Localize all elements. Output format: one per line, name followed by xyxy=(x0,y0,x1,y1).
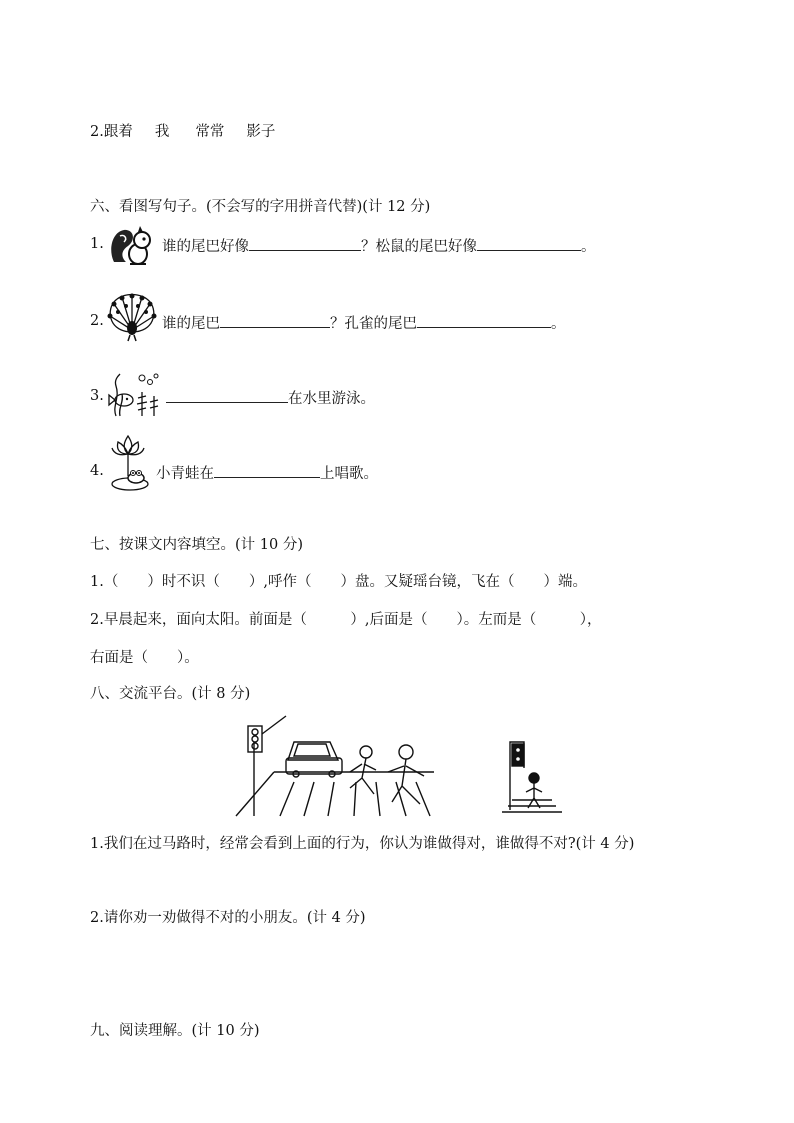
answer-blank[interactable] xyxy=(166,386,288,403)
answer-blank[interactable] xyxy=(249,234,361,251)
section-7-title: 七、按课文内容填空。(计 10 分) xyxy=(90,537,303,553)
sec6-item-1-line: 谁的尾巴好像 ？松鼠的尾巴好像 。 xyxy=(162,234,596,257)
sec6-item-3-line: 在水里游泳。 xyxy=(166,386,375,409)
sec6-item-2-line: 谁的尾巴 ？孔雀的尾巴 。 xyxy=(162,311,566,334)
word-order-item: 2.跟着 我 常常 影子 xyxy=(90,124,276,140)
sec7-line-3: 右面是（ ）。 xyxy=(90,650,199,666)
answer-blank[interactable] xyxy=(477,234,581,251)
section-9-title: 九、阅读理解。(计 10 分) xyxy=(90,1023,260,1039)
peacock-icon xyxy=(104,292,160,342)
crosswalk-child-illustration xyxy=(500,738,564,814)
answer-blank[interactable] xyxy=(417,311,551,328)
sec8-question-1: 1.我们在过马路时，经常会看到上面的行为，你认为谁做得对，谁做得不对?(计 4 分) xyxy=(90,836,635,852)
answer-blank[interactable] xyxy=(220,311,330,328)
sec8-question-2: 2.请你劝一劝做得不对的小朋友。(计 4 分) xyxy=(90,910,366,926)
frog-lotus-icon xyxy=(106,432,154,494)
traffic-crossing-illustration xyxy=(234,712,442,820)
sec6-item-2-num: 2. xyxy=(90,313,104,329)
sec7-line-2: 2.早晨起来，面向太阳。前面是（ ）,后面是（ ）。左而是（ ）， xyxy=(90,612,602,628)
sec6-item-1-num: 1. xyxy=(90,236,104,252)
answer-blank[interactable] xyxy=(214,461,320,478)
fish-icon xyxy=(100,372,164,418)
sec6-item-3-num: 3. xyxy=(90,388,104,404)
sec7-line-1: 1.（ ）时不识（ ）,呼作（ ）盘。又疑瑶台镜，飞在（ ）端。 xyxy=(90,574,587,590)
sec6-item-4-line: 小青蛙在 上唱歌。 xyxy=(156,461,378,484)
squirrel-icon xyxy=(108,224,154,268)
section-8-title: 八、交流平台。(计 8 分) xyxy=(90,686,251,702)
sec6-item-4-num: 4. xyxy=(90,463,104,479)
section-6-title: 六、看图写句子。(不会写的字用拼音代替)(计 12 分) xyxy=(90,199,431,215)
